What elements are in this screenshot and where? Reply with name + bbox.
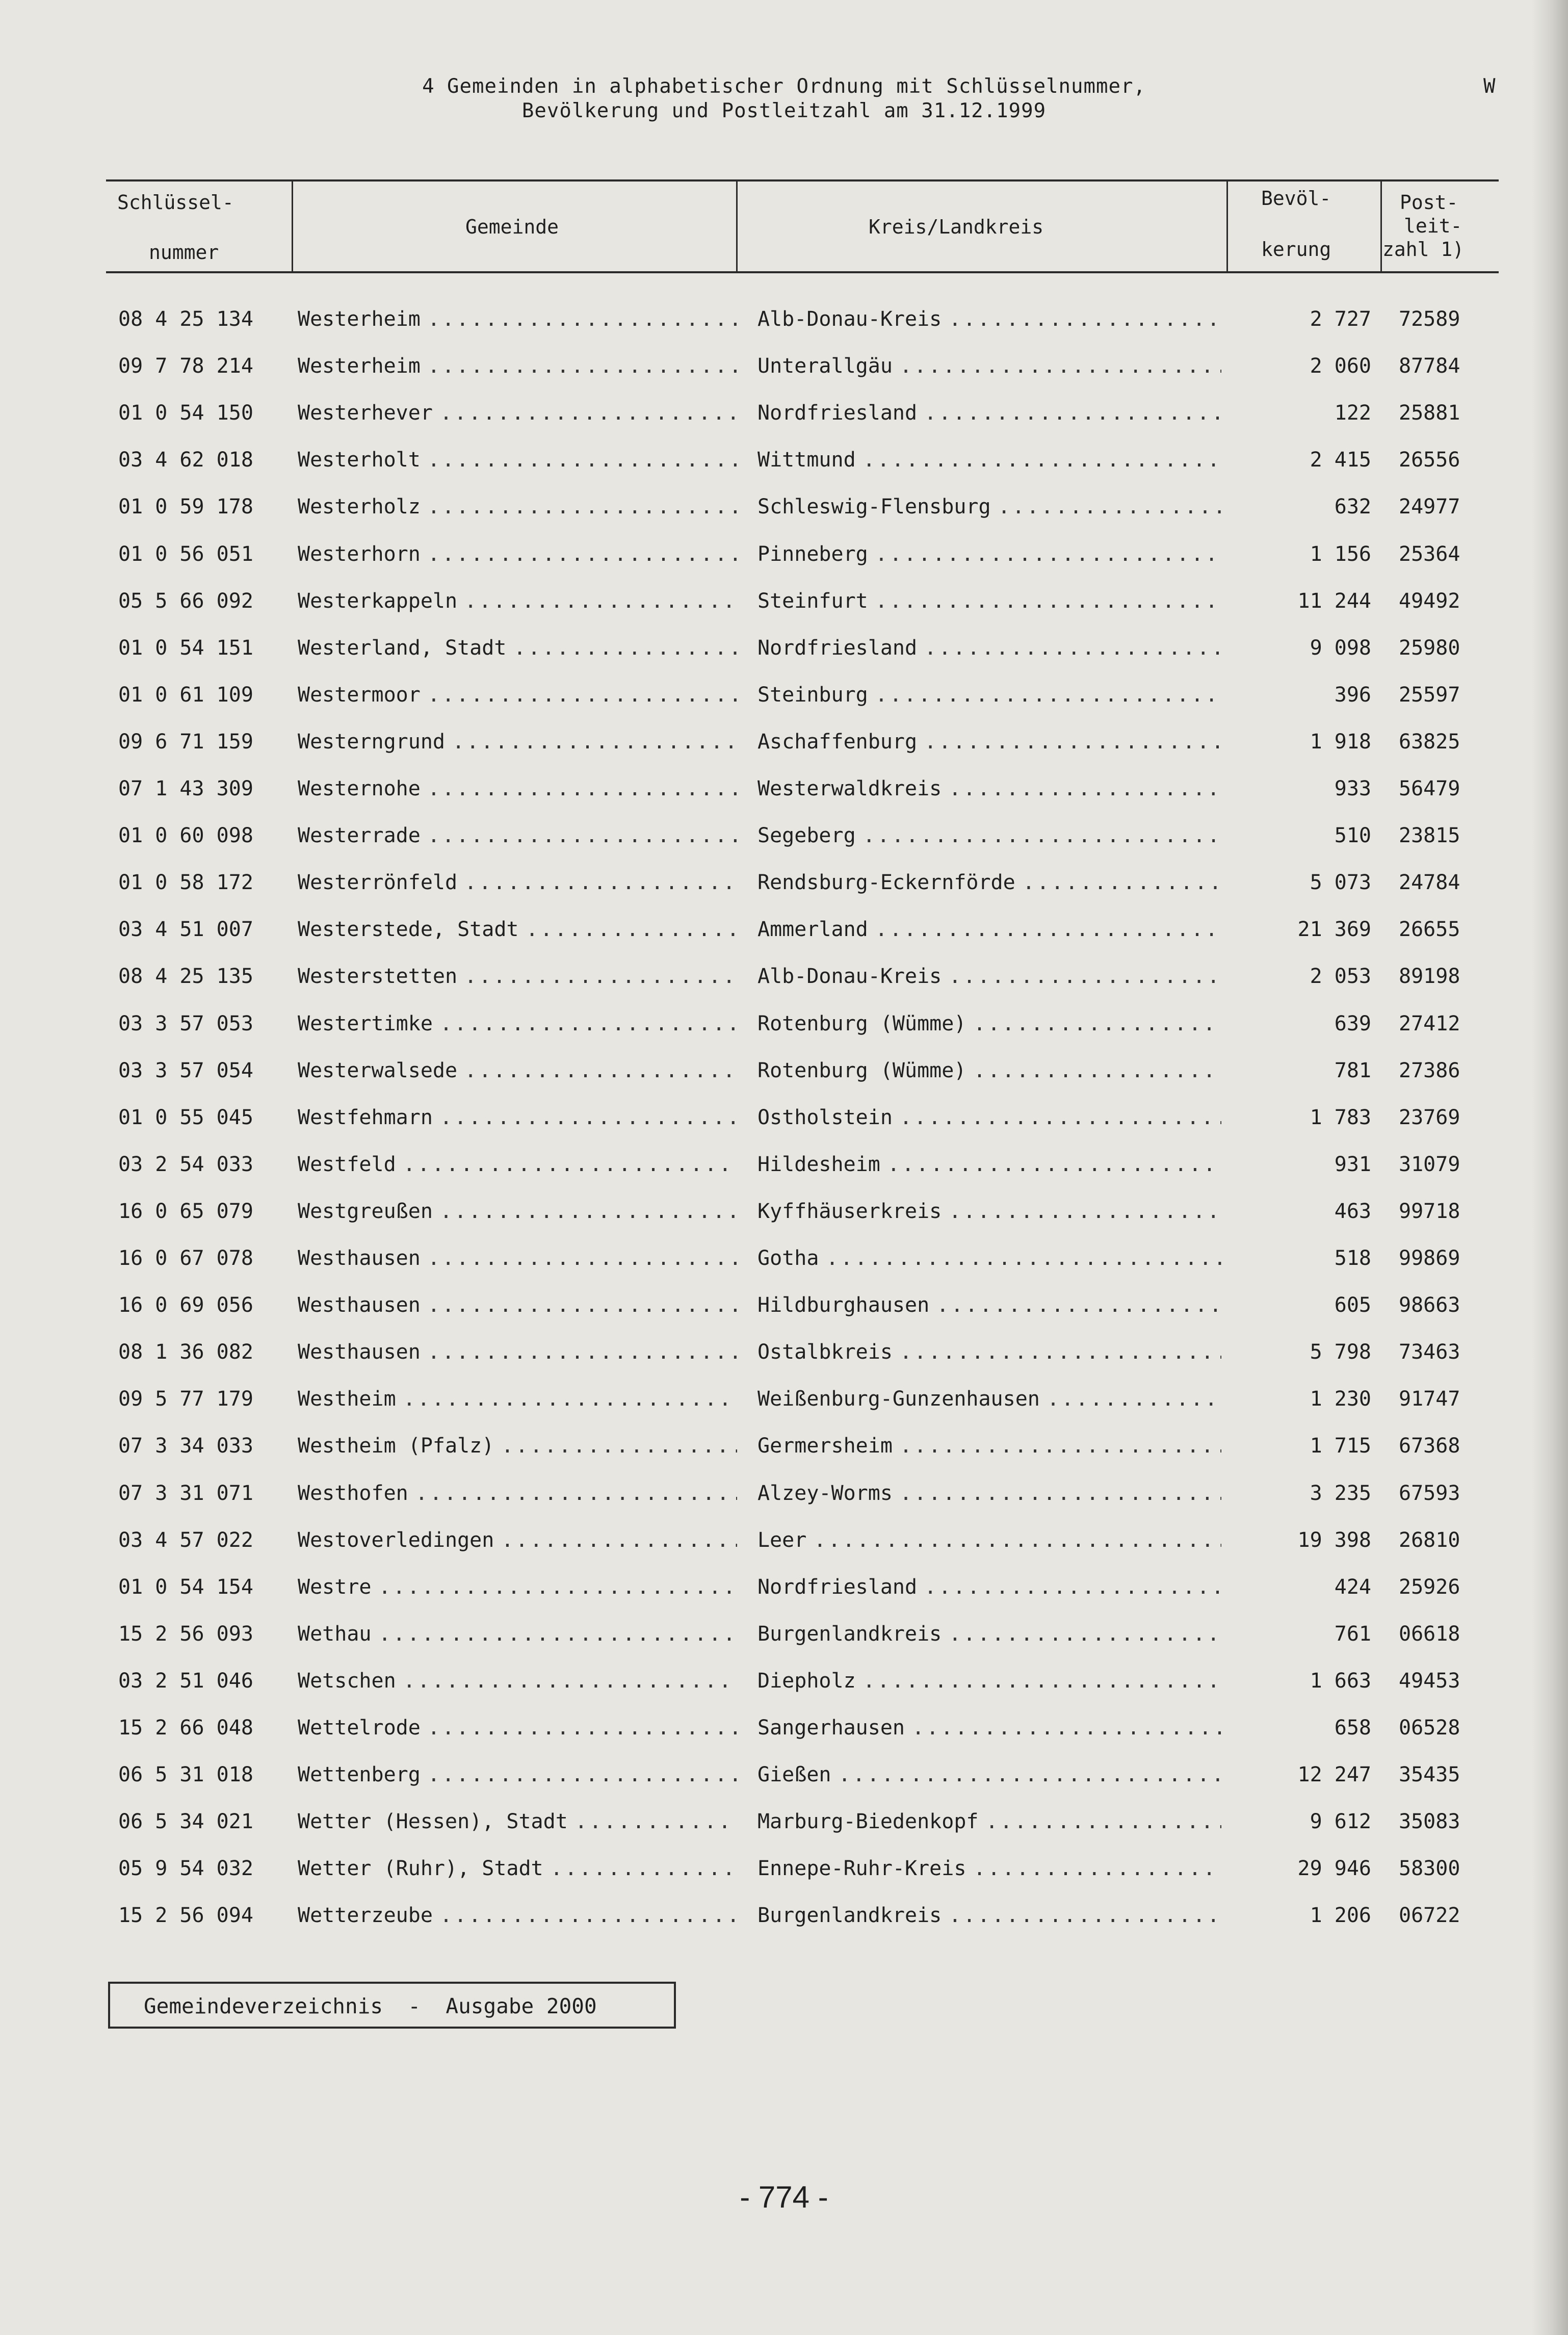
municipality-cell: Westerstetten . . . <box>298 961 737 992</box>
postcode-cell: 87784 <box>1399 354 1460 378</box>
municipality-cell: Westerhorn . . . <box>298 539 737 569</box>
district-cell: Gießen . . . <box>757 1759 1221 1790</box>
title-line-2: Bevölkerung und Postleitzahl am 31.12.1999 <box>521 99 1047 122</box>
district-cell: Steinburg . . . <box>757 680 1221 710</box>
population-cell: 510 <box>1334 824 1371 847</box>
municipality-cell: Wetschen . . . <box>298 1666 737 1696</box>
key-cell: 06 5 31 018 <box>118 1763 253 1786</box>
municipality-cell: Wetterzeube . . . <box>298 1900 737 1931</box>
municipality-cell: Westerrade . . . <box>298 820 737 851</box>
key-cell: 01 0 60 098 <box>118 824 253 847</box>
population-cell: 463 <box>1334 1200 1371 1223</box>
municipality-cell: Westhausen . . . <box>298 1243 737 1274</box>
district-cell: Alzey-Worms . . . <box>757 1478 1221 1509</box>
key-cell: 15 2 56 093 <box>118 1622 253 1646</box>
table-row <box>0 398 1529 428</box>
page-edge-shadow <box>1532 0 1568 2335</box>
key-cell: 07 3 34 033 <box>118 1434 253 1458</box>
key-cell: 01 0 58 172 <box>118 871 253 894</box>
title-line-1: 4 Gemeinden in alphabetischer Ordnung mit Schlüsselnummer, <box>422 75 1146 98</box>
table-row <box>0 820 1529 851</box>
district-cell: Nordfriesland . . . <box>757 1572 1221 1602</box>
table-row <box>0 1384 1529 1414</box>
postcode-cell: 25364 <box>1399 542 1460 566</box>
population-cell: 21 369 <box>1297 918 1371 941</box>
key-cell: 01 0 54 154 <box>118 1575 253 1599</box>
population-cell: 9 612 <box>1310 1810 1371 1833</box>
key-cell: 01 0 61 109 <box>118 683 253 707</box>
municipality-cell: Westerholz . . . <box>298 491 737 522</box>
population-cell: 19 398 <box>1297 1528 1371 1552</box>
population-cell: 1 206 <box>1310 1904 1371 1927</box>
municipality-cell: Westfeld . . . <box>298 1149 737 1180</box>
municipality-cell: Westerheim . . . <box>298 304 737 334</box>
column-header-postcode-line1: Post- <box>1400 191 1458 214</box>
footer-label: Gemeindeverzeichnis - Ausgabe 2000 <box>144 1994 597 2018</box>
postcode-cell: 25597 <box>1399 683 1460 707</box>
postcode-cell: 25926 <box>1399 1575 1460 1599</box>
key-cell: 01 0 54 150 <box>118 401 253 425</box>
postcode-cell: 26810 <box>1399 1528 1460 1552</box>
key-cell: 05 9 54 032 <box>118 1857 253 1880</box>
postcode-cell: 24977 <box>1399 495 1460 518</box>
population-cell: 3 235 <box>1310 1482 1371 1505</box>
postcode-cell: 31079 <box>1399 1153 1460 1176</box>
footer-box <box>108 1982 676 2029</box>
postcode-cell: 99718 <box>1399 1200 1460 1223</box>
header-bottom-rule <box>106 271 1499 273</box>
section-letter: W <box>1483 75 1496 98</box>
municipality-cell: Westheim . . . <box>298 1384 737 1414</box>
municipality-cell: Wetter (Hessen), Stadt . . . <box>298 1806 737 1837</box>
header-divider <box>1226 179 1228 273</box>
table-row <box>0 727 1529 757</box>
population-cell: 761 <box>1334 1622 1371 1646</box>
postcode-cell: 06618 <box>1399 1622 1460 1646</box>
district-cell: Westerwaldkreis . . . <box>757 773 1221 804</box>
table-row <box>0 1853 1529 1884</box>
postcode-cell: 06722 <box>1399 1904 1460 1927</box>
key-cell: 03 4 57 022 <box>118 1528 253 1552</box>
municipality-cell: Wettelrode . . . <box>298 1713 737 1743</box>
table-row <box>0 1478 1529 1509</box>
district-cell: Unterallgäu . . . <box>757 351 1221 381</box>
postcode-cell: 63825 <box>1399 730 1460 754</box>
postcode-cell: 73463 <box>1399 1340 1460 1364</box>
population-cell: 639 <box>1334 1012 1371 1035</box>
population-cell: 2 415 <box>1310 448 1371 472</box>
district-cell: Gotha . . . <box>757 1243 1221 1274</box>
table-row <box>0 633 1529 663</box>
population-cell: 658 <box>1334 1716 1371 1740</box>
postcode-cell: 24784 <box>1399 871 1460 894</box>
table-row <box>0 1337 1529 1367</box>
column-header-population-line2: kerung <box>1261 238 1331 261</box>
key-cell: 15 2 56 094 <box>118 1904 253 1927</box>
municipality-cell: Westoverledingen . . . <box>298 1525 737 1555</box>
municipality-cell: Westgreußen . . . <box>298 1196 737 1227</box>
header-divider <box>292 179 293 273</box>
table-row <box>0 351 1529 381</box>
district-cell: Burgenlandkreis . . . <box>757 1619 1221 1649</box>
page-title <box>0 74 1568 123</box>
district-cell: Ammerland . . . <box>757 914 1221 945</box>
key-cell: 16 0 65 079 <box>118 1200 253 1223</box>
key-cell: 08 4 25 134 <box>118 307 253 331</box>
table-row <box>0 1572 1529 1602</box>
postcode-cell: 35083 <box>1399 1810 1460 1833</box>
header-divider <box>1380 179 1382 273</box>
table-row <box>0 1196 1529 1227</box>
municipality-cell: Westerstede, Stadt . . . <box>298 914 737 945</box>
key-cell: 09 5 77 179 <box>118 1387 253 1411</box>
population-cell: 9 098 <box>1310 636 1371 660</box>
district-cell: Germersheim . . . <box>757 1431 1221 1461</box>
key-cell: 03 2 51 046 <box>118 1669 253 1693</box>
municipality-cell: Wettenberg . . . <box>298 1759 737 1790</box>
district-cell: Nordfriesland . . . <box>757 398 1221 428</box>
key-cell: 01 0 56 051 <box>118 542 253 566</box>
population-cell: 5 073 <box>1310 871 1371 894</box>
population-cell: 2 727 <box>1310 307 1371 331</box>
population-cell: 781 <box>1334 1059 1371 1082</box>
municipality-cell: Westerheim . . . <box>298 351 737 381</box>
postcode-cell: 25980 <box>1399 636 1460 660</box>
key-cell: 09 6 71 159 <box>118 730 253 754</box>
municipality-cell: Westertimke . . . <box>298 1008 737 1039</box>
key-cell: 01 0 55 045 <box>118 1106 253 1129</box>
district-cell: Steinfurt . . . <box>757 586 1221 616</box>
municipality-cell: Westhofen . . . <box>298 1478 737 1509</box>
municipality-cell: Westheim (Pfalz) . . . <box>298 1431 737 1461</box>
municipality-cell: Westerkappeln . . . <box>298 586 737 616</box>
postcode-cell: 91747 <box>1399 1387 1460 1411</box>
district-cell: Diepholz . . . <box>757 1666 1221 1696</box>
district-cell: Rotenburg (Wümme) . . . <box>757 1008 1221 1039</box>
district-cell: Marburg-Biedenkopf . . . <box>757 1806 1221 1837</box>
municipality-cell: Westhausen . . . <box>298 1337 737 1367</box>
population-cell: 2 060 <box>1310 354 1371 378</box>
population-cell: 2 053 <box>1310 965 1371 988</box>
municipality-cell: Wetter (Ruhr), Stadt . . . <box>298 1853 737 1884</box>
table-row <box>0 1619 1529 1649</box>
table-row <box>0 1525 1529 1555</box>
district-cell: Rotenburg (Wümme) . . . <box>757 1055 1221 1086</box>
postcode-cell: 25881 <box>1399 401 1460 425</box>
postcode-cell: 56479 <box>1399 777 1460 800</box>
population-cell: 12 247 <box>1297 1763 1371 1786</box>
municipality-cell: Westre . . . <box>298 1572 737 1602</box>
header-divider <box>736 179 738 273</box>
table-row <box>0 1008 1529 1039</box>
municipality-cell: Westerngrund . . . <box>298 727 737 757</box>
table-row <box>0 867 1529 898</box>
district-cell: Kyffhäuserkreis . . . <box>757 1196 1221 1227</box>
key-cell: 08 4 25 135 <box>118 965 253 988</box>
population-cell: 122 <box>1334 401 1371 425</box>
key-cell: 09 7 78 214 <box>118 354 253 378</box>
key-cell: 03 3 57 053 <box>118 1012 253 1035</box>
column-header-population-line1: Bevöl- <box>1261 187 1331 210</box>
municipality-cell: Westerwalsede . . . <box>298 1055 737 1086</box>
population-cell: 632 <box>1334 495 1371 518</box>
district-cell: Burgenlandkreis . . . <box>757 1900 1221 1931</box>
table-row <box>0 680 1529 710</box>
district-cell: Rendsburg-Eckernförde . . . <box>757 867 1221 898</box>
population-cell: 605 <box>1334 1293 1371 1317</box>
key-cell: 07 1 43 309 <box>118 777 253 800</box>
table-row <box>0 1243 1529 1274</box>
district-cell: Schleswig-Flensburg . . . <box>757 491 1221 522</box>
table-row <box>0 539 1529 569</box>
key-cell: 06 5 34 021 <box>118 1810 253 1833</box>
postcode-cell: 35435 <box>1399 1763 1460 1786</box>
district-cell: Wittmund . . . <box>757 445 1221 475</box>
district-cell: Ennepe-Ruhr-Kreis . . . <box>757 1853 1221 1884</box>
population-cell: 1 156 <box>1310 542 1371 566</box>
key-cell: 07 3 31 071 <box>118 1482 253 1505</box>
postcode-cell: 27412 <box>1399 1012 1460 1035</box>
key-cell: 01 0 59 178 <box>118 495 253 518</box>
population-cell: 1 230 <box>1310 1387 1371 1411</box>
column-header-key-line1: Schlüssel- <box>117 191 234 214</box>
population-cell: 1 783 <box>1310 1106 1371 1129</box>
header-top-rule <box>106 179 1499 181</box>
postcode-cell: 72589 <box>1399 307 1460 331</box>
key-cell: 03 4 62 018 <box>118 448 253 472</box>
population-cell: 424 <box>1334 1575 1371 1599</box>
postcode-cell: 23769 <box>1399 1106 1460 1129</box>
table-row <box>0 1290 1529 1320</box>
key-cell: 16 0 67 078 <box>118 1247 253 1270</box>
postcode-cell: 49453 <box>1399 1669 1460 1693</box>
population-cell: 11 244 <box>1297 589 1371 613</box>
table-row <box>0 1149 1529 1180</box>
municipality-cell: Westerland, Stadt . . . <box>298 633 737 663</box>
table-row <box>0 586 1529 616</box>
key-cell: 16 0 69 056 <box>118 1293 253 1317</box>
column-header-district: Kreis/Landkreis <box>869 216 1044 238</box>
population-cell: 1 715 <box>1310 1434 1371 1458</box>
table-row <box>0 1102 1529 1133</box>
column-header-name: Gemeinde <box>465 216 559 238</box>
key-cell: 01 0 54 151 <box>118 636 253 660</box>
key-cell: 05 5 66 092 <box>118 589 253 613</box>
column-header-postcode-line2: leit- <box>1404 215 1462 237</box>
table-row <box>0 304 1529 334</box>
table-row <box>0 773 1529 804</box>
key-cell: 03 2 54 033 <box>118 1153 253 1176</box>
key-cell: 03 4 51 007 <box>118 918 253 941</box>
district-cell: Nordfriesland . . . <box>757 633 1221 663</box>
municipality-cell: Westermoor . . . <box>298 680 737 710</box>
district-cell: Ostalbkreis . . . <box>757 1337 1221 1367</box>
postcode-cell: 23815 <box>1399 824 1460 847</box>
municipality-cell: Wethau . . . <box>298 1619 737 1649</box>
table-row <box>0 491 1529 522</box>
population-cell: 1 663 <box>1310 1669 1371 1693</box>
postcode-cell: 99869 <box>1399 1247 1460 1270</box>
postcode-cell: 58300 <box>1399 1857 1460 1880</box>
table-row <box>0 1759 1529 1790</box>
population-cell: 1 918 <box>1310 730 1371 754</box>
table-row <box>0 1713 1529 1743</box>
district-cell: Alb-Donau-Kreis . . . <box>757 961 1221 992</box>
population-cell: 29 946 <box>1297 1857 1371 1880</box>
district-cell: Alb-Donau-Kreis . . . <box>757 304 1221 334</box>
municipality-cell: Westerrönfeld . . . <box>298 867 737 898</box>
key-cell: 15 2 66 048 <box>118 1716 253 1740</box>
column-header-key-line2: nummer <box>149 241 219 264</box>
postcode-cell: 27386 <box>1399 1059 1460 1082</box>
district-cell: Segeberg . . . <box>757 820 1221 851</box>
municipality-cell: Westerhever . . . <box>298 398 737 428</box>
table-row <box>0 961 1529 992</box>
population-cell: 518 <box>1334 1247 1371 1270</box>
district-cell: Pinneberg . . . <box>757 539 1221 569</box>
table-row <box>0 1666 1529 1696</box>
table-row <box>0 1806 1529 1837</box>
postcode-cell: 49492 <box>1399 589 1460 613</box>
district-cell: Aschaffenburg . . . <box>757 727 1221 757</box>
postcode-cell: 26655 <box>1399 918 1460 941</box>
postcode-cell: 67368 <box>1399 1434 1460 1458</box>
district-cell: Hildesheim . . . <box>757 1149 1221 1180</box>
table-row <box>0 445 1529 475</box>
page-number: - 774 - <box>740 2180 828 2214</box>
key-cell: 08 1 36 082 <box>118 1340 253 1364</box>
postcode-cell: 06528 <box>1399 1716 1460 1740</box>
district-cell: Sangerhausen . . . <box>757 1713 1221 1743</box>
municipality-cell: Westhausen . . . <box>298 1290 737 1320</box>
table-row <box>0 1055 1529 1086</box>
table-row <box>0 914 1529 945</box>
table-row <box>0 1431 1529 1461</box>
district-cell: Weißenburg-Gunzenhausen . . . <box>757 1384 1221 1414</box>
population-cell: 396 <box>1334 683 1371 707</box>
table-row <box>0 1900 1529 1931</box>
municipality-cell: Westernohe . . . <box>298 773 737 804</box>
municipality-cell: Westerholt . . . <box>298 445 737 475</box>
district-cell: Ostholstein . . . <box>757 1102 1221 1133</box>
postcode-cell: 98663 <box>1399 1293 1460 1317</box>
district-cell: Hildburghausen . . . <box>757 1290 1221 1320</box>
population-cell: 5 798 <box>1310 1340 1371 1364</box>
key-cell: 03 3 57 054 <box>118 1059 253 1082</box>
postcode-cell: 67593 <box>1399 1482 1460 1505</box>
municipality-cell: Westfehmarn . . . <box>298 1102 737 1133</box>
population-cell: 933 <box>1334 777 1371 800</box>
postcode-cell: 26556 <box>1399 448 1460 472</box>
table-header <box>106 179 1499 273</box>
postcode-cell: 89198 <box>1399 965 1460 988</box>
population-cell: 931 <box>1334 1153 1371 1176</box>
column-header-postcode-line3: zahl 1) <box>1382 238 1465 261</box>
district-cell: Leer . . . <box>757 1525 1221 1555</box>
